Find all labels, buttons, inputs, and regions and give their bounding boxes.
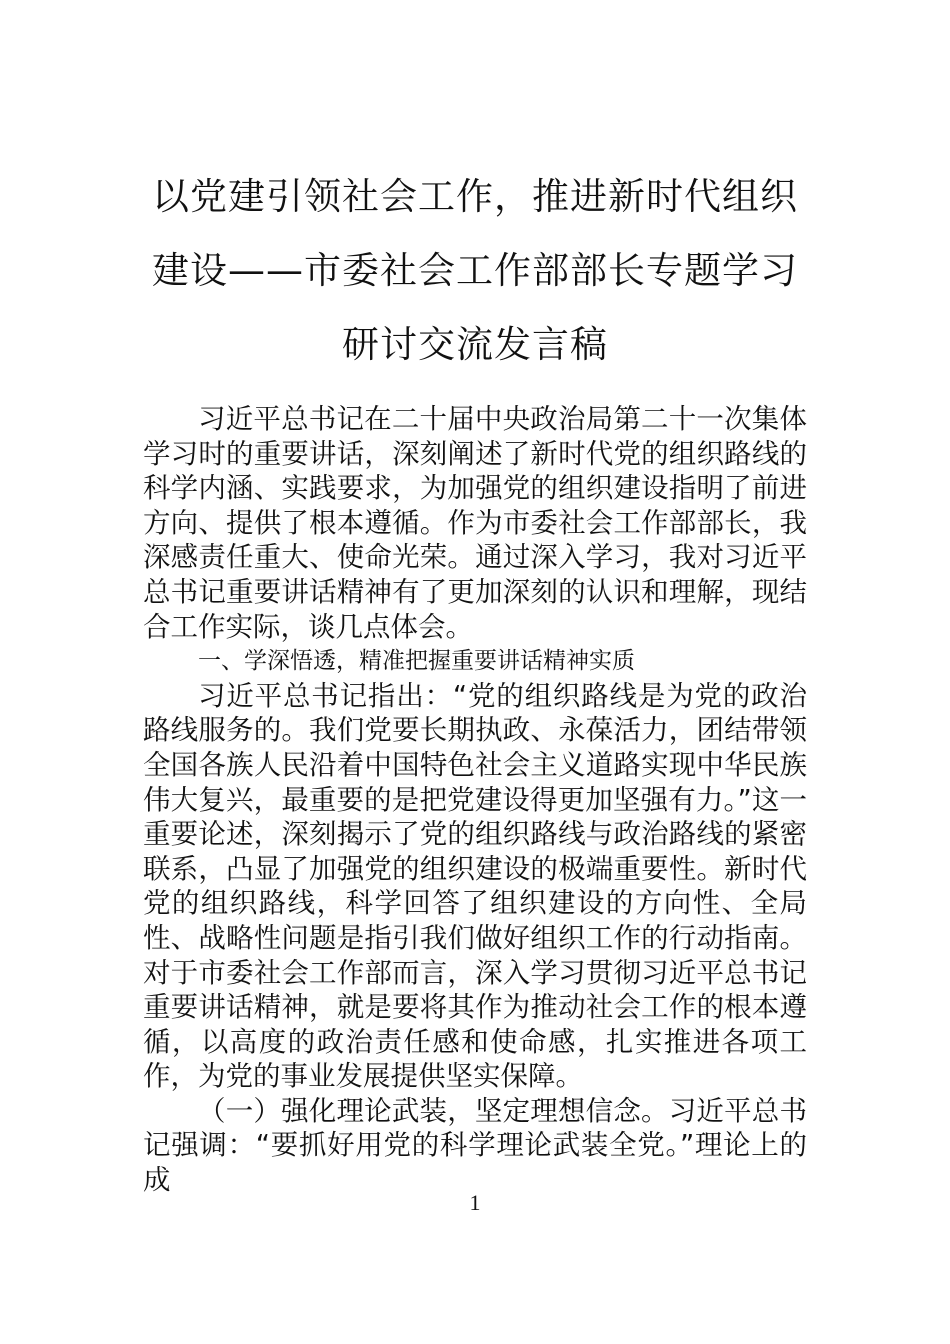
document-body (143, 402, 807, 1198)
page-number: 1 (469, 1190, 481, 1215)
section-heading: 一、学深悟透，精准把握重要讲话精神实质 (198, 648, 635, 675)
document-title: 以党建引领社会工作，推进新时代组织建设——市委社会工作部部长专题学习研讨交流发言稿 (152, 175, 798, 366)
body-paragraph: 习近平总书记指出：“党的组织路线是为党的政治路线服务的。我们党要长期执政、永葆活力，团结带领全国各族人民沿着中国特色社会主义道路实现中华民族伟大复兴，最重要的是把党建设得更加坚强有力。”这一重要论述，深刻揭示了党的组织路线与政治路线的紧密联系，凸显了加强党的组织建设的极端重要性。新时代党的组织路线，科学回答了组织建设的方向性、全局性、战略性问题是指引我们做好组织工作的行动指南。对于市委社会工作部而言，深入学习贯彻习近平总书记重要讲话精神，就是要将其作为推动社会工作的根本遵循，以高度的政治责任感和使命感，扎实推进各项工作，为党的事业发展提供坚实保障。 (143, 679, 807, 1093)
subsection-paragraph: （一）强化理论武装，坚定理想信念。习近平总书记强调：“要抓好用党的科学理论武装全党。”理论上的成 (143, 1094, 807, 1197)
intro-paragraph: 习近平总书记在二十届中央政治局第二十一次集体学习时的重要讲话，深刻阐述了新时代党的组织路线的科学内涵、实践要求，为加强党的组织建设指明了前进方向、提供了根本遵循。作为市委社会工作部部长，我深感责任重大、使命光荣。通过深入学习，我对习近平总书记重要讲话精神有了更加深刻的认识和理解，现结合工作实际，谈几点体会。 (143, 403, 807, 643)
